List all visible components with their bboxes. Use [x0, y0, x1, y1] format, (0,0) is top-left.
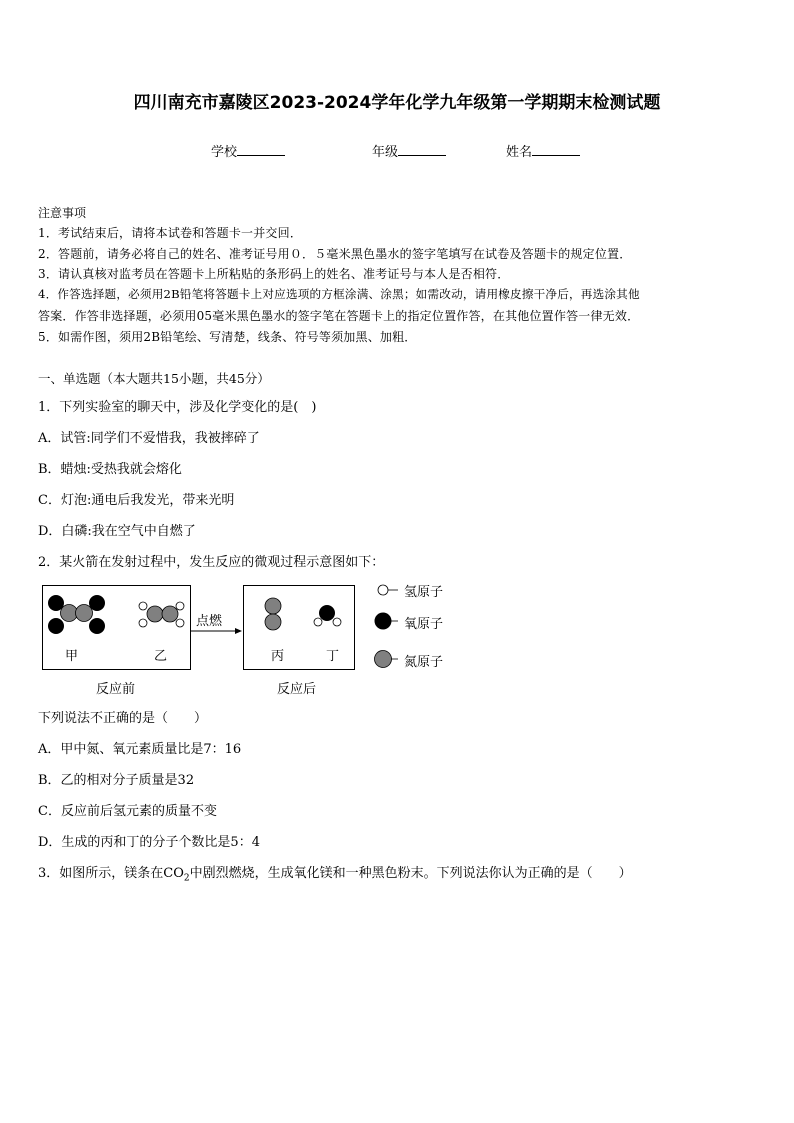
question-1-option-a: A．试管:同学们不爱惜我，我被摔碎了 [38, 431, 260, 446]
label-after: 反应后 [277, 682, 317, 697]
notice-item: 1．考试结束后，请将本试卷和答题卡一并交回． [38, 226, 303, 240]
notice-item: 4．作答选择题，必须用2B铅笔将答题卡上对应选项的方框涂满、涂黑；如需改动，请用橡皮擦干净后，再选涂其他 [38, 287, 640, 301]
legend-oxygen: 氧原子 [404, 617, 444, 632]
molecule-yi [139, 602, 184, 627]
label-ding: 丁 [326, 649, 340, 664]
arrow-label: 点燃 [196, 614, 223, 629]
question-3-stem: 3．如图所示，镁条在$CO_2$中剧烈燃烧，生成氧化镁和一种黑色粉末。下列说法你认为正确的是（ ） [38, 866, 632, 884]
label-yi: 乙 [154, 649, 168, 664]
page-title: 四川南充市嘉陵区2023-2024学年化学九年级第一学期期末检测试题 [133, 93, 661, 113]
school-field: 学校 [211, 141, 285, 160]
label-jia: 甲 [65, 649, 79, 664]
legend-nitrogen: 氮原子 [404, 655, 444, 670]
notice-heading: 注意事项 [38, 206, 87, 220]
question-2-option-a: A．甲中氮、氧元素质量比是7：16 [38, 742, 242, 757]
label-before: 反应前 [96, 682, 136, 697]
question-1-option-c: C．灯泡:通电后我发光，带来光明 [38, 493, 235, 508]
label-bing: 丙 [271, 649, 285, 664]
notice-item: 答案．作答非选择题，必须用05毫米黑色墨水的签字笔在答题卡上的指定位置作答，在其他位置作答一律无效． [38, 309, 640, 323]
legend-nitrogen-icon [375, 651, 399, 668]
question-2-option-c: C．反应前后氢元素的质量不变 [38, 804, 217, 819]
question-2-option-d: D．生成的丙和丁的分子个数比是5：4 [38, 835, 260, 850]
legend-oxygen-icon [375, 613, 399, 630]
question-2-stem: 2．某火箭在发射过程中，发生反应的微观过程示意图如下： [38, 555, 385, 570]
molecule-ding [314, 605, 341, 626]
molecule-bing [265, 598, 281, 630]
question-2-option-b: B．乙的相对分子质量是32 [38, 773, 195, 788]
notice-item: 3．请认真核对监考员在答题卡上所粘贴的条形码上的姓名、准考证号与本人是否相符． [38, 267, 510, 281]
grade-field: 年级 [372, 141, 446, 160]
notice-item: 2．答题前，请务必将自己的姓名、准考证号用０．５毫米黑色墨水的签字笔填写在试卷及答题卡的规定位置． [38, 247, 632, 261]
question-2-prompt: 下列说法不正确的是（ ） [38, 711, 208, 726]
molecule-jia [48, 595, 105, 634]
section-heading: 一、单选题（本大题共15小题，共45分） [38, 371, 270, 386]
question-1-stem: 1．下列实验室的聊天中，涉及化学变化的是( ) [38, 400, 317, 415]
legend-hydrogen: 氢原子 [404, 585, 444, 600]
question-1-option-b: B．蜡烛:受热我就会熔化 [38, 462, 182, 477]
legend-hydrogen-icon [378, 585, 398, 595]
question-1-option-d: D．白磷:我在空气中自燃了 [38, 524, 196, 539]
notice-item: 5．如需作图，须用2B铅笔绘、写清楚，线条、符号等须加黑、加粗． [38, 330, 417, 344]
name-field: 姓名 [506, 141, 580, 160]
